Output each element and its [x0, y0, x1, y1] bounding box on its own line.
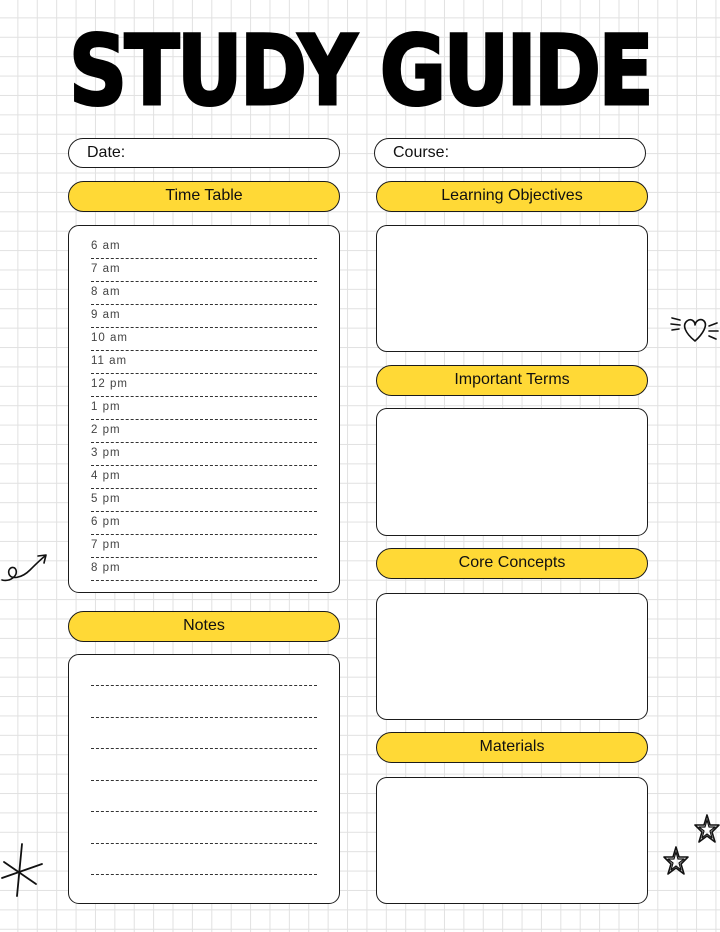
time-slot-row[interactable]	[91, 558, 317, 581]
core-concepts-header: Core Concepts	[376, 548, 648, 579]
time-slot-row[interactable]	[91, 236, 317, 259]
page-title: STUDY GUIDE	[68, 15, 652, 127]
time-slot-row[interactable]	[91, 305, 317, 328]
note-line	[91, 843, 317, 844]
materials-header: Materials	[376, 732, 648, 763]
date-label: Date:	[87, 144, 126, 161]
date-field[interactable]	[68, 138, 340, 168]
time-slot-row[interactable]	[91, 259, 317, 282]
time-slot-row[interactable]	[91, 351, 317, 374]
time-slot-label: 4 pm	[91, 470, 121, 482]
time-slot-row[interactable]	[91, 489, 317, 512]
time-slot-label: 6 pm	[91, 516, 121, 528]
note-line	[91, 685, 317, 686]
time-slot-label: 6 am	[91, 240, 121, 252]
time-table-header: Time Table	[68, 181, 340, 212]
time-slot-label: 8 pm	[91, 562, 121, 574]
time-slot-label: 3 pm	[91, 447, 121, 459]
course-field[interactable]	[374, 138, 646, 168]
note-line	[91, 780, 317, 781]
time-slot-row[interactable]	[91, 328, 317, 351]
time-slot-row[interactable]	[91, 397, 317, 420]
sparkle-icon	[0, 840, 46, 900]
time-slot-label: 11 am	[91, 355, 128, 367]
learning-objectives-box[interactable]	[376, 225, 648, 352]
important-terms-box[interactable]	[376, 408, 648, 536]
star-icon	[694, 812, 720, 846]
time-slot-row[interactable]	[91, 535, 317, 558]
notes-header: Notes	[68, 611, 340, 642]
core-concepts-box[interactable]	[376, 593, 648, 720]
time-table-box	[68, 225, 340, 593]
time-slot-row[interactable]	[91, 512, 317, 535]
learning-objectives-header: Learning Objectives	[376, 181, 648, 212]
time-slot-row[interactable]	[91, 443, 317, 466]
time-slot-label: 12 pm	[91, 378, 128, 390]
star-icon	[662, 844, 690, 878]
time-slot-label: 9 am	[91, 309, 121, 321]
note-line	[91, 811, 317, 812]
heart-doodle-icon	[668, 308, 720, 348]
time-slot-label: 10 am	[91, 332, 128, 344]
note-line	[91, 874, 317, 875]
notes-box[interactable]	[68, 654, 340, 904]
course-label: Course:	[393, 144, 450, 161]
materials-box[interactable]	[376, 777, 648, 904]
time-slot-label: 8 am	[91, 286, 121, 298]
time-slot-row[interactable]	[91, 374, 317, 397]
time-slot-label: 2 pm	[91, 424, 121, 436]
arrow-squiggle-icon	[0, 546, 52, 588]
time-slot-label: 7 pm	[91, 539, 121, 551]
time-slot-row[interactable]	[91, 466, 317, 489]
time-slot-label: 7 am	[91, 263, 121, 275]
time-slot-row[interactable]	[91, 420, 317, 443]
time-slot-label: 1 pm	[91, 401, 121, 413]
time-slot-label: 5 pm	[91, 493, 121, 505]
time-slot-row[interactable]	[91, 282, 317, 305]
note-line	[91, 748, 317, 749]
note-line	[91, 717, 317, 718]
important-terms-header: Important Terms	[376, 365, 648, 396]
